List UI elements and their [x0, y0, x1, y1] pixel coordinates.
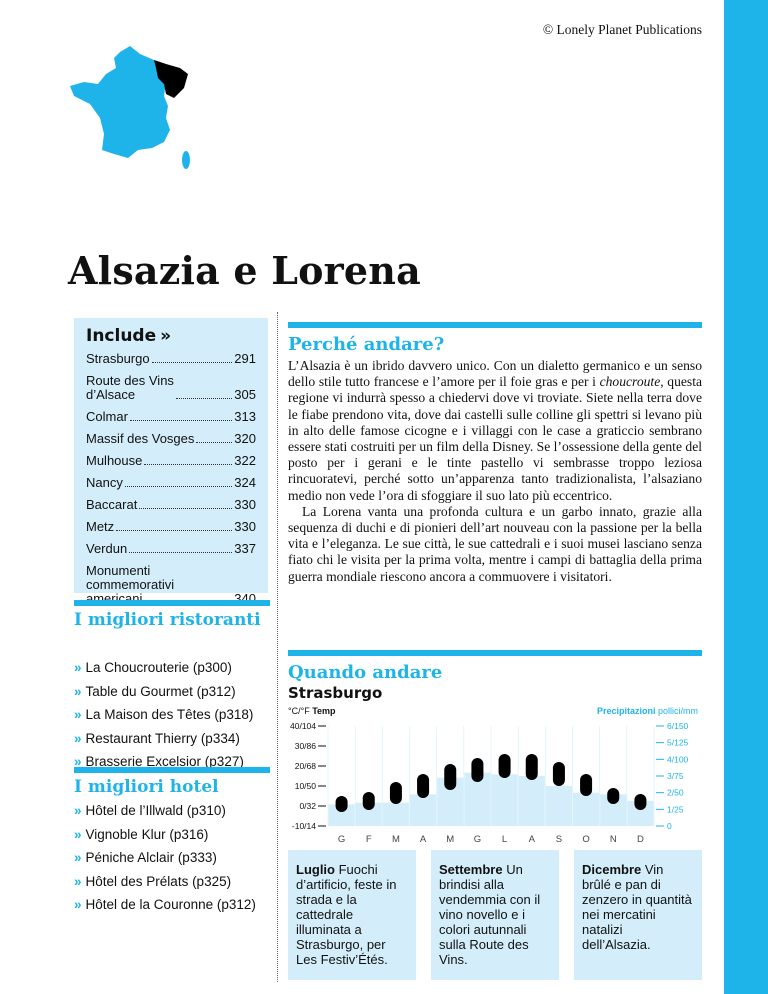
leader-dots — [139, 508, 232, 509]
temp-axis-label: °C/°F Temp — [288, 706, 336, 716]
chevron-icon: » — [74, 897, 82, 912]
event-month: Dicembre — [582, 862, 642, 877]
precip-bar — [410, 794, 436, 826]
side-color-bar — [724, 0, 768, 994]
restaurants-item: » Table du Gourmet (p312) — [74, 683, 236, 699]
why-body — [288, 358, 702, 585]
event-note — [431, 850, 559, 980]
include-item-page: 324 — [234, 475, 256, 490]
chevron-icon: » — [74, 660, 82, 675]
hotels-item: » Hôtel des Prélats (p325) — [74, 873, 232, 889]
temp-range-mark — [390, 782, 402, 804]
month-label: L — [501, 834, 508, 845]
include-item-page: 337 — [234, 541, 256, 556]
include-item-name: Metz — [86, 519, 115, 534]
include-item-page: 340 — [234, 591, 256, 606]
precip-tick-label: 0 — [667, 821, 672, 831]
include-item-page: 305 — [234, 387, 256, 402]
leader-dots — [152, 362, 233, 363]
france-locator-map — [62, 38, 202, 178]
chevron-icon: » — [74, 754, 82, 769]
temp-range-mark — [471, 758, 483, 782]
precip-bar — [492, 774, 518, 826]
month-label: M — [446, 834, 455, 845]
restaurants-list — [74, 660, 253, 778]
precip-tick-label: 6/150 — [667, 721, 689, 731]
include-item — [86, 476, 256, 490]
temp-range-mark — [444, 764, 456, 790]
temp-range-mark — [499, 754, 511, 778]
event-month: Settembre — [439, 862, 503, 877]
temp-range-mark — [417, 774, 429, 798]
month-label: M — [391, 834, 400, 845]
include-item-page: 330 — [234, 497, 256, 512]
temp-range-mark — [607, 788, 619, 804]
leader-dots — [130, 420, 232, 421]
chevron-icon: » — [74, 683, 82, 699]
include-box — [74, 318, 268, 606]
city-name: Strasburgo — [288, 684, 383, 702]
month-label: G — [473, 834, 482, 845]
page-title: Alsazia e Lorena — [68, 248, 421, 293]
copyright-notice: © Lonely Planet Publications — [542, 22, 702, 37]
why-heading: Perché andare? — [288, 322, 702, 355]
month-label: A — [419, 834, 427, 845]
include-item-name: Verdun — [86, 541, 128, 556]
chevron-icon: » — [74, 730, 82, 746]
include-item-name: Mulhouse — [86, 453, 143, 468]
month-label: D — [636, 834, 644, 845]
leader-dots — [196, 442, 232, 443]
why-paragraph-1: L’Alsazia è un ibrido davvero unico. Con un dialetto germanico e un senso dello stile tutto francese e l’amore per il foie gras e per i choucroute, questa regione vi indurrà spesso a chiedervi dove vi troviate. Siete nella terra dove le fiabe prendono vita, dove dai castelli sulle colline gli spettri si levano più in alto delle famose cicogne e i villaggi con le case a graticcio sembrano essere stati costruiti per un film della Disney. Se l’ossessione della gente del posto per i gerani e le tinte pastello vi sembrasse troppo leziosa rincuoratevi, perché sotto un’apparenza tanto tradizionalista, l’alsaziano medio non vede l’ora di sfoggiare il suo lato più eccentrico. — [288, 358, 703, 503]
include-item — [86, 352, 256, 366]
temp-tick-label: 0/32 — [299, 801, 316, 811]
month-label: S — [555, 834, 563, 845]
chevron-icon: » — [160, 326, 172, 346]
temp-range-mark — [634, 794, 646, 810]
event-month: Luglio — [296, 862, 335, 877]
corsica — [182, 151, 190, 169]
include-item — [86, 542, 256, 556]
temp-tick-label: 10/50 — [294, 781, 316, 791]
event-text: Vin brûlé e pan di zenzero in quantità nei mercatini natalizi dell’Alsazia. — [582, 862, 692, 952]
leader-dots — [129, 552, 232, 553]
include-item-name: Monumenti commemorativi americani — [86, 563, 175, 606]
leader-dots — [144, 464, 232, 465]
include-item-page: 313 — [234, 409, 256, 424]
include-list — [86, 352, 256, 606]
column-divider — [277, 312, 278, 982]
hotels-item: » Hôtel de l’Illwald (p310) — [74, 803, 226, 818]
restaurants-item: » Brasserie Excelsior (p327) — [74, 754, 244, 769]
temp-tick-label: 20/68 — [294, 761, 316, 771]
include-item-page: 291 — [234, 351, 256, 366]
chevron-icon: » — [74, 707, 82, 722]
temp-range-mark — [363, 792, 375, 810]
include-item-name: Massif des Vosges — [86, 431, 195, 446]
include-item — [86, 410, 256, 424]
temp-range-mark — [526, 754, 538, 780]
include-item-name: Strasburgo — [86, 351, 150, 366]
include-item — [86, 374, 256, 402]
hotels-item: » Péniche Alclair (p333) — [74, 850, 217, 865]
restaurants-item: » La Maison des Têtes (p318) — [74, 707, 254, 722]
precip-tick-label: 3/75 — [667, 771, 684, 781]
month-label: G — [337, 834, 346, 845]
climate-chart — [286, 704, 706, 850]
chevron-icon: » — [74, 850, 82, 865]
include-item-name: Colmar — [86, 409, 128, 424]
include-item — [86, 498, 256, 512]
event-text: Fuochi d’artificio, feste in strada e la cattedrale illuminata a Strasburgo, per Les Festiv’Étés. — [296, 862, 397, 967]
restaurants-item: » Restaurant Thierry (p334) — [74, 730, 240, 746]
precip-bar — [519, 776, 545, 826]
leader-dots — [176, 398, 232, 399]
temp-tick-label: 40/104 — [290, 721, 316, 731]
precip-bar — [383, 803, 409, 826]
precip-tick-label: 1/25 — [667, 804, 684, 815]
event-note — [574, 850, 702, 980]
precip-tick-label: 5/125 — [667, 737, 689, 748]
event-text: Un brindisi alla vendemmia con il vino novello e i colori autunnali sulla Route des Vins. — [439, 862, 541, 967]
event-note — [288, 850, 416, 980]
include-item — [86, 520, 256, 534]
chevron-icon: » — [74, 826, 82, 842]
include-item-page: 320 — [234, 431, 256, 446]
leader-dots — [125, 486, 232, 487]
include-item-name: Route des Vins d’Alsace — [86, 373, 174, 402]
event-notes — [288, 850, 702, 984]
temp-range-mark — [553, 762, 565, 786]
include-title: Include » — [86, 326, 172, 346]
include-item-name: Nancy — [86, 475, 123, 490]
precip-bar — [546, 786, 572, 826]
restaurants-item: » La Choucrouterie (p300) — [74, 660, 232, 675]
month-label: A — [528, 834, 535, 845]
month-label: N — [609, 834, 617, 845]
hotels-list — [74, 803, 256, 921]
temp-tick-label: 30/86 — [294, 741, 316, 751]
include-item-page: 330 — [234, 519, 256, 534]
include-item-name: Baccarat — [86, 497, 138, 512]
restaurants-heading: I migliori ristoranti — [74, 600, 270, 630]
hotels-item: » Vignoble Klur (p316) — [74, 826, 209, 842]
include-item — [86, 454, 256, 468]
when-heading: Quando andare — [288, 650, 702, 683]
precip-tick-label: 4/100 — [667, 754, 689, 765]
precip-bar — [573, 793, 599, 826]
month-label: F — [365, 834, 372, 845]
hotels-item: » Hôtel de la Couronne (p312) — [74, 897, 256, 912]
precip-axis-label: Precipitazioni pollici/mm — [596, 706, 698, 716]
include-item — [86, 432, 256, 446]
chevron-icon: » — [74, 873, 82, 889]
chevron-icon: » — [74, 803, 82, 818]
month-label: O — [582, 834, 590, 845]
leader-dots — [116, 530, 232, 531]
temp-range-mark — [580, 774, 592, 796]
precip-tick-label: 2/50 — [667, 787, 684, 798]
temp-range-mark — [336, 796, 348, 812]
include-item-page: 322 — [234, 453, 256, 468]
hotels-heading: I migliori hotel — [74, 767, 270, 797]
why-paragraph-2: La Lorena vanta una profonda cultura e un garbo innato, grazie alla sequenza di duchi e di pionieri dell’art nouveau con la passione per la bella vita e l’eleganza. Le sue città, le sue cattedrali e i suoi musei lasciano senza fiato chi le visita per la prima volta, mentre i campi di battaglia della prima guerra mondiale riescono ancora a commuovere i visitatori. — [288, 503, 702, 584]
temp-tick-label: -10/14 — [291, 821, 316, 831]
